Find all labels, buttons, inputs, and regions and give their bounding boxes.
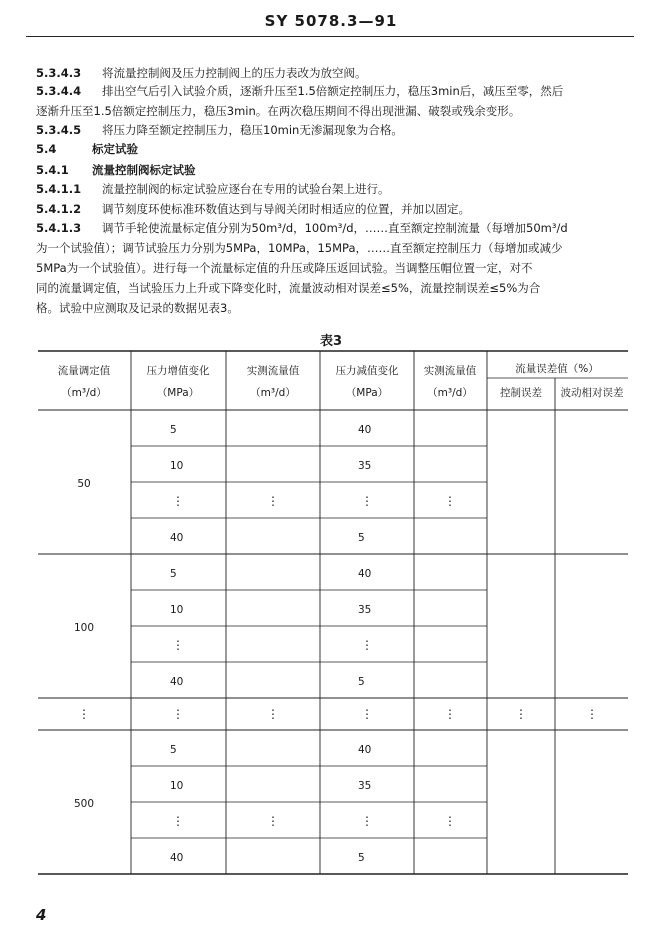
clause-text: 调节刻度环使标准环数值达到与导阀关闭时相适应的位置，并加以固定。	[102, 202, 470, 216]
pressure-increase: 5	[170, 568, 177, 580]
clause-text: 将压力降至额定控制压力，稳压10min无渗漏现象为合格。	[102, 123, 403, 137]
paragraph-line: 同的流量调定值，当试验压力上升或下降变化时，流量波动相对误差≤5%，流量控制误差≤5%为合	[36, 281, 541, 295]
header-unit: （MPa）	[345, 387, 389, 399]
clause-number: 5.4	[36, 142, 57, 156]
paragraph-line: 为一个试验值）；调节试验压力分别为5MPa，10MPa，15MPa，……直至额定控制压力（每增加或减少	[36, 241, 563, 255]
measured-flow-down: ⋮	[444, 814, 456, 828]
ellipsis-cell: ⋮	[267, 707, 279, 721]
clause-text: 标定试验	[92, 142, 138, 156]
measured-flow-up: ⋮	[267, 494, 279, 508]
pressure-decrease: ⋮	[361, 638, 373, 652]
pressure-decrease: 5	[358, 532, 365, 544]
pressure-increase: 40	[170, 676, 184, 688]
pressure-decrease: 35	[358, 780, 372, 792]
pressure-decrease: ⋮	[361, 494, 373, 508]
clause-number: 5.4.1.3	[36, 221, 82, 235]
ellipsis-cell: ⋮	[586, 707, 598, 721]
pressure-increase: 10	[170, 780, 184, 792]
pressure-decrease: 35	[358, 460, 372, 472]
header-unit: （m³/d）	[427, 387, 473, 399]
pressure-decrease: ⋮	[361, 814, 373, 828]
header-label: 实测流量值	[423, 365, 477, 377]
paragraph-line: 格。试验中应测取及记录的数据见表3。	[36, 301, 239, 315]
pressure-increase: 10	[170, 460, 184, 472]
clause-number: 5.4.1.2	[36, 202, 82, 216]
pressure-increase: ⋮	[172, 814, 184, 828]
clause-text: 排出空气后引入试验介质，逐渐升压至1.5倍额定控制压力，稳压3min后，减压至零，然后	[102, 84, 564, 98]
header-unit: （MPa）	[156, 387, 200, 399]
header-label: 压力增值变化	[146, 365, 210, 377]
flow-setpoint: 100	[73, 622, 95, 634]
flow-setpoint: 500	[73, 798, 95, 810]
pressure-increase: 5	[170, 424, 177, 436]
pressure-increase: 5	[170, 744, 177, 756]
header-unit: （m³/d）	[61, 387, 107, 399]
pressure-decrease: 40	[358, 424, 372, 436]
pressure-increase: ⋮	[172, 494, 184, 508]
pressure-decrease: 5	[358, 852, 365, 864]
ellipsis-cell: ⋮	[172, 707, 184, 721]
paragraph-line: 5MPa为一个试验值）。进行每一个流量标定值的升压或降压返回试验。当调整压帽位置一定，对不	[36, 261, 533, 275]
clause-number: 5.3.4.5	[36, 123, 82, 137]
header-label: 流量调定值	[57, 365, 111, 377]
pressure-increase: 40	[170, 532, 184, 544]
clause-text: 将流量控制阀及压力控制阀上的压力表改为放空阀。	[102, 66, 367, 80]
document-header: SY 5078.3—91	[264, 12, 398, 30]
ellipsis-cell: ⋮	[515, 707, 527, 721]
pressure-increase: 10	[170, 604, 184, 616]
header-error-group: 流量误差值（%）	[515, 363, 599, 375]
pressure-decrease: 40	[358, 568, 372, 580]
ellipsis-cell: ⋮	[444, 707, 456, 721]
pressure-increase: ⋮	[172, 638, 184, 652]
pressure-decrease: 35	[358, 604, 372, 616]
measured-flow-down: ⋮	[444, 494, 456, 508]
paragraph-line: 逐渐升压至1.5倍额定控制压力，稳压3min。在两次稳压期间不得出现泄漏、破裂或残余变形。	[36, 104, 521, 118]
header-fluctuation-error: 波动相对误差	[560, 387, 624, 399]
pressure-decrease: 5	[358, 676, 365, 688]
header-label: 压力减值变化	[335, 365, 399, 377]
pressure-increase: 40	[170, 852, 184, 864]
ellipsis-cell: ⋮	[78, 707, 90, 721]
clause-number: 5.4.1.1	[36, 182, 82, 196]
clause-number: 5.4.1	[36, 163, 69, 177]
flow-setpoint: 50	[77, 478, 91, 490]
measured-flow-up: ⋮	[267, 814, 279, 828]
clause-number: 5.3.4.3	[36, 66, 82, 80]
clause-text: 调节手轮使流量标定值分别为50m³/d，100m³/d，……直至额定控制流量（每增加50m³/d	[102, 221, 568, 235]
table-title: 表3	[319, 334, 343, 349]
header-control-error: 控制误差	[500, 387, 542, 399]
header-label: 实测流量值	[246, 365, 300, 377]
page-number: 4	[36, 906, 47, 924]
clause-text: 流量控制阀标定试验	[92, 163, 196, 177]
clause-text: 流量控制阀的标定试验应逐台在专用的试验台架上进行。	[102, 182, 390, 196]
pressure-decrease: 40	[358, 744, 372, 756]
clause-number: 5.3.4.4	[36, 84, 82, 98]
header-unit: （m³/d）	[250, 387, 296, 399]
ellipsis-cell: ⋮	[361, 707, 373, 721]
